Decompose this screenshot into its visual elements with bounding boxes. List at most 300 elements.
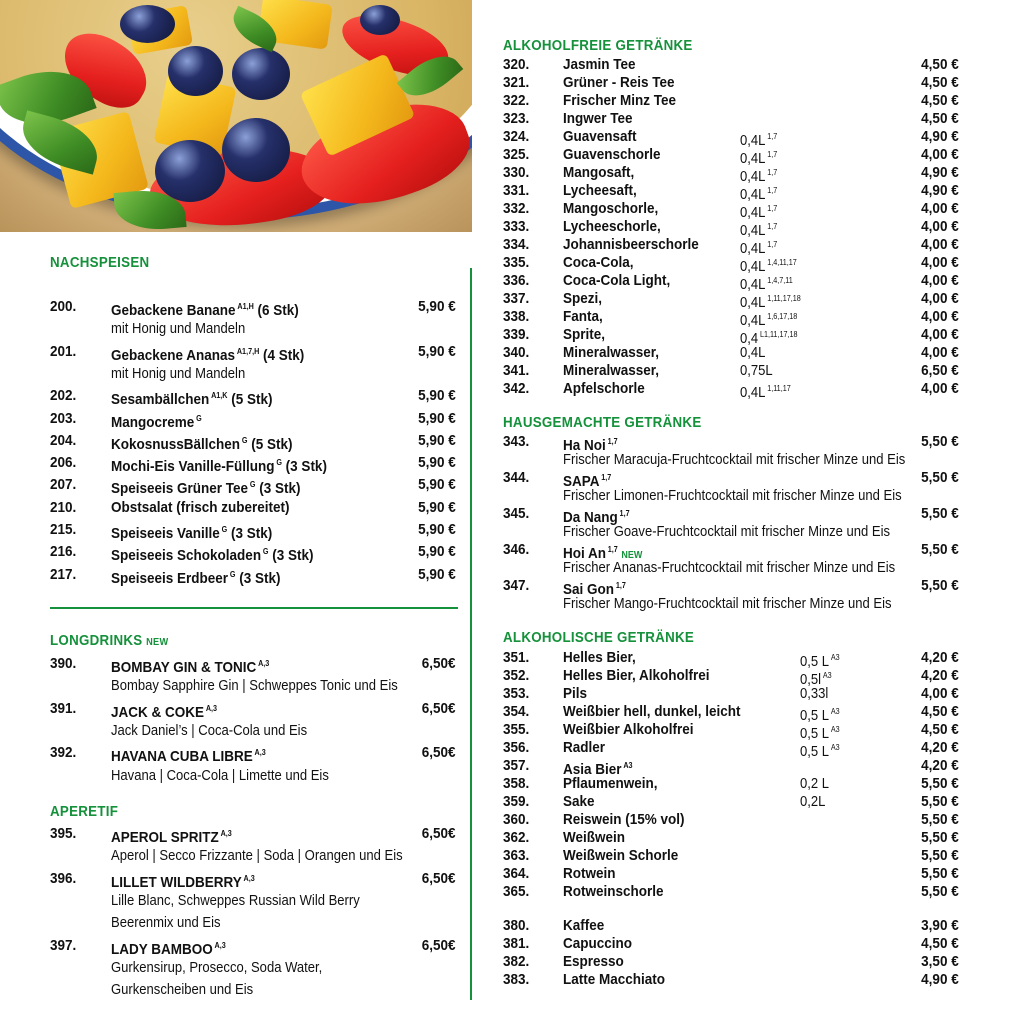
menu-item	[503, 92, 961, 110]
menu-item	[503, 541, 961, 562]
item-number: 337.	[503, 290, 530, 307]
alkoholfrei-title: ALKOHOLFREIE GETRÄNKE	[503, 38, 693, 54]
menu-item	[50, 342, 458, 364]
menu-item	[503, 847, 961, 865]
section-divider	[50, 607, 458, 609]
item-price: 5,50 €	[921, 505, 959, 522]
menu-item	[50, 454, 458, 476]
allergen-codes: 1,6,17,18	[767, 312, 798, 321]
item-description: mit Honig und Mandeln	[111, 321, 246, 338]
column-divider	[470, 268, 472, 1000]
item-price: 6,50€	[422, 699, 456, 717]
item-number: 395.	[50, 825, 77, 842]
item-number: 363.	[503, 847, 530, 864]
longdrinks-title	[50, 633, 168, 649]
allergen-codes: A3	[822, 671, 832, 680]
menu-item	[503, 971, 961, 989]
item-price: 3,50 €	[921, 953, 959, 970]
new-badge: NEW	[146, 637, 169, 648]
menu-item	[50, 409, 458, 431]
item-number: 341.	[503, 362, 530, 379]
fruit-salad-photo	[0, 0, 472, 232]
item-name: KokosnussBällchen $^G$ (5 Stk)	[111, 435, 293, 453]
item-name: Apfelschorle	[563, 380, 645, 397]
menu-item	[50, 499, 458, 517]
menu-item	[503, 308, 961, 329]
allergen-codes: 1,7	[767, 186, 778, 195]
menu-item	[503, 380, 961, 401]
item-price: 4,20 €	[921, 667, 959, 684]
item-number: 396.	[50, 869, 77, 887]
item-name: Spezi,	[563, 290, 603, 307]
item-price: 5,90 €	[418, 476, 456, 494]
menu-item	[503, 110, 961, 128]
menu-item	[503, 218, 961, 239]
menu-item	[503, 721, 961, 742]
item-name: HAVANA CUBA LIBRE $^{A,3}$	[111, 748, 266, 766]
item-number: 397.	[50, 936, 77, 954]
menu-item	[503, 146, 961, 167]
menu-item	[503, 667, 961, 688]
menu-item	[503, 344, 961, 362]
allergen-codes: A3	[830, 653, 840, 662]
menu-item	[503, 164, 961, 185]
item-price: 5,50 €	[921, 793, 959, 810]
item-number: 345.	[503, 505, 530, 522]
item-name: SAPA $^{1,7}$	[563, 473, 612, 490]
item-volume: 0,4L $^{1,6,17,18}$	[740, 312, 798, 329]
item-name: LADY BAMBOO $^{A,3}$	[111, 940, 226, 958]
menu-item	[503, 56, 961, 74]
menu-item	[503, 649, 961, 670]
allergen-codes: A1,7,H	[236, 346, 260, 356]
item-name: Speiseeis Vanille $^G$ (3 Stk)	[111, 525, 273, 542]
item-number: 344.	[503, 469, 530, 486]
item-number: 390.	[50, 655, 77, 672]
allergen-codes: A,3	[220, 829, 232, 838]
blueberry	[222, 118, 290, 182]
item-name: Mochi-Eis Vanille-Füllung $^G$ (3 Stk)	[111, 458, 327, 476]
item-description: mit Honig und Mandeln	[111, 365, 246, 382]
item-name: Pils	[563, 685, 588, 702]
allergen-codes: G	[249, 480, 256, 490]
menu-item	[503, 74, 961, 92]
item-volume: 0,33l	[800, 686, 829, 702]
allergen-codes: G	[241, 435, 248, 445]
item-price: 4,00 €	[921, 290, 959, 307]
item-price: 6,50€	[422, 936, 456, 954]
item-volume: 0,4L $^{1,7}$	[740, 150, 778, 167]
menu-item	[503, 200, 961, 221]
blueberry	[360, 5, 400, 35]
menu-item	[503, 505, 961, 526]
menu-item	[50, 387, 458, 409]
item-name: Frischer Minz Tee	[563, 92, 677, 109]
item-name: Grüner - Reis Tee	[563, 74, 675, 91]
item-description: Frischer Maracuja-Fruchtcocktail mit frischer Minze und Eis	[563, 452, 906, 468]
aperetif-title: APERETIF	[50, 804, 119, 820]
item-price: 4,00 €	[921, 344, 959, 361]
item-name: Rotweinschorle	[563, 883, 664, 900]
item-price: 5,50 €	[921, 865, 959, 882]
item-price: 5,50 €	[921, 829, 959, 846]
menu-item	[503, 703, 961, 724]
item-number: 333.	[503, 218, 530, 235]
item-name: Mangosaft,	[563, 164, 635, 181]
item-price: 5,90 €	[418, 342, 456, 360]
item-price: 5,90 €	[418, 543, 456, 561]
allergen-codes: 1,11,17,18	[767, 294, 801, 303]
item-number: 334.	[503, 236, 530, 253]
item-volume: 0,5l $^{A3}$	[800, 671, 832, 688]
item-price: 5,50 €	[921, 577, 959, 594]
item-name: Hoi An $^{1,7}$NEW	[563, 545, 643, 562]
item-number: 351.	[503, 649, 530, 666]
item-price: 4,00 €	[921, 685, 959, 702]
item-name: Guavensaft	[563, 128, 637, 145]
item-name: Mangocreme $^G$	[111, 413, 202, 431]
item-volume: 0,75L	[740, 363, 773, 379]
menu-item	[503, 883, 961, 901]
item-number: 203.	[50, 409, 77, 427]
item-price: 4,20 €	[921, 649, 959, 666]
item-description: Frischer Mango-Fruchtcocktail mit frischer Minze und Eis	[563, 596, 892, 612]
allergen-codes: A,3	[254, 748, 266, 758]
item-number: 353.	[503, 685, 530, 702]
item-number: 343.	[503, 433, 530, 450]
item-number: 357.	[503, 757, 530, 774]
item-number: 204.	[50, 431, 77, 449]
item-name: Speiseeis Grüner Tee $^G$ (3 Stk)	[111, 480, 301, 498]
item-name: Gebackene Banane $^{A1,H}$ (6 Stk)	[111, 302, 299, 319]
item-volume: 0,4L $^{1,4,7,11}$	[740, 276, 793, 293]
item-name: Mineralwasser,	[563, 362, 660, 379]
item-price: 5,90 €	[418, 521, 456, 538]
item-number: 210.	[50, 498, 77, 516]
item-name: LILLET WILDBERRY $^{A,3}$	[111, 873, 255, 891]
item-number: 365.	[503, 883, 530, 900]
item-name: Weißbier hell, dunkel, leicht	[563, 703, 741, 720]
item-number: 322.	[503, 92, 530, 109]
item-price: 4,50 €	[921, 110, 959, 127]
item-name: Espresso	[563, 953, 624, 970]
item-price: 4,00 €	[921, 146, 959, 163]
menu-item	[50, 543, 458, 565]
allergen-codes: L1,11,17,18	[759, 330, 798, 339]
item-price: 4,90 €	[921, 182, 959, 199]
item-number: 342.	[503, 380, 530, 397]
menu-item	[503, 917, 961, 935]
item-name: Pflaumenwein,	[563, 775, 658, 792]
menu-item	[503, 362, 961, 380]
blueberry	[168, 46, 223, 96]
menu-item	[50, 655, 458, 676]
item-name: Da Nang $^{1,7}$	[563, 509, 630, 526]
item-price: 5,90 €	[418, 454, 456, 472]
item-description: Beerenmix und Eis	[111, 915, 221, 932]
item-volume: 0,4L $^{1,7}$	[740, 222, 778, 239]
item-name: Weißbier Alkoholfrei	[563, 721, 694, 738]
item-name: Kaffee	[563, 917, 605, 934]
allergen-codes: A,3	[214, 940, 226, 950]
item-price: 4,00 €	[921, 380, 959, 397]
menu-item	[503, 290, 961, 311]
menu-item	[50, 825, 458, 846]
item-number: 331.	[503, 182, 530, 199]
item-number: 207.	[50, 476, 77, 494]
item-volume: 0,4L $^{1,11,17,18}$	[740, 294, 801, 311]
item-number: 336.	[503, 272, 530, 289]
menu-item	[503, 433, 961, 454]
item-name: Helles Bier,	[563, 649, 636, 666]
item-volume: 0,5 L $^{A3}$	[800, 653, 840, 670]
menu-item	[50, 476, 458, 498]
item-name: Sai Gon $^{1,7}$	[563, 581, 626, 598]
menu-item	[503, 775, 961, 793]
blueberry	[232, 48, 290, 100]
item-volume: 0,2L	[800, 794, 826, 810]
allergen-codes: 1,7	[767, 168, 778, 177]
item-price: 5,90 €	[418, 565, 456, 583]
item-name: Lycheeschorle,	[563, 218, 661, 235]
item-volume: 0,5 L $^{A3}$	[800, 725, 840, 742]
item-name: Ha Noi $^{1,7}$	[563, 437, 618, 454]
item-number: 381.	[503, 935, 530, 952]
item-price: 5,50 €	[921, 883, 959, 900]
item-price: 4,90 €	[921, 971, 959, 988]
item-price: 4,50 €	[921, 56, 959, 73]
allergen-codes: 1,7	[615, 581, 626, 590]
allergen-codes: G	[196, 413, 202, 423]
item-number: 380.	[503, 917, 530, 934]
menu-item	[503, 254, 961, 275]
item-volume: 0,4 $^{L1,11,17,18}$	[740, 330, 798, 347]
item-name: Ingwer Tee	[563, 110, 633, 127]
item-price: 4,00 €	[921, 218, 959, 235]
menu-item	[50, 521, 458, 542]
item-name: Latte Macchiato	[563, 971, 666, 988]
item-number: 320.	[503, 56, 530, 73]
item-name: Helles Bier, Alkoholfrei	[563, 667, 710, 684]
item-number: 352.	[503, 667, 530, 684]
item-name: Jasmin Tee	[563, 56, 636, 73]
item-price: 5,50 €	[921, 469, 959, 486]
new-badge: NEW	[621, 550, 643, 561]
allergen-codes: A3	[623, 761, 633, 770]
allergen-codes: A3	[830, 707, 840, 716]
item-price: 4,00 €	[921, 236, 959, 253]
menu-item	[50, 869, 458, 891]
menu-item	[503, 953, 961, 971]
item-number: 202.	[50, 387, 77, 405]
menu-item	[50, 936, 458, 958]
item-number: 347.	[503, 577, 530, 594]
item-name: Radler	[563, 739, 606, 756]
item-price: 4,50 €	[921, 92, 959, 109]
item-price: 4,50 €	[921, 721, 959, 738]
item-volume: 0,4L $^{1,7}$	[740, 168, 778, 185]
item-name: Asia Bier $^{A3}$	[563, 761, 633, 778]
item-volume: 0,2 L	[800, 776, 830, 792]
menu-item	[503, 739, 961, 760]
allergen-codes: 1,7	[607, 545, 618, 554]
item-description: Bombay Sapphire Gin | Schweppes Tonic und Eis	[111, 678, 398, 695]
menu-item	[503, 272, 961, 293]
item-description: Frischer Goave-Fruchtcocktail mit frischer Minze und Eis	[563, 524, 891, 540]
allergen-codes: 1,11,17	[767, 384, 791, 393]
allergen-codes: G	[221, 525, 228, 534]
item-description: Havana | Coca-Cola | Limette und Eis	[111, 767, 329, 784]
menu-item	[50, 744, 458, 766]
item-number: 215.	[50, 521, 77, 538]
allergen-codes: G	[229, 569, 236, 579]
item-price: 4,50 €	[921, 935, 959, 952]
item-name: Sprite,	[563, 326, 606, 343]
menu-item	[503, 685, 961, 703]
item-number: 332.	[503, 200, 530, 217]
item-price: 4,90 €	[921, 164, 959, 181]
nachspeisen-title: NACHSPEISEN	[50, 255, 150, 271]
item-number: 200.	[50, 298, 77, 315]
item-number: 383.	[503, 971, 530, 988]
menu-item	[503, 811, 961, 829]
item-name: Capuccino	[563, 935, 633, 952]
item-name: Rotwein	[563, 865, 616, 882]
item-price: 5,50 €	[921, 811, 959, 828]
allergen-codes: 1,7	[767, 150, 778, 159]
item-name: Weißwein	[563, 829, 626, 846]
allergen-codes: G	[276, 458, 282, 468]
item-number: 206.	[50, 454, 77, 472]
item-name: Speiseeis Schokoladen $^G$ (3 Stk)	[111, 547, 314, 565]
hausgemacht-title: HAUSGEMACHTE GETRÄNKE	[503, 415, 702, 431]
item-volume: 0,5 L $^{A3}$	[800, 743, 840, 760]
item-name: Coca-Cola Light,	[563, 272, 671, 289]
item-name: Reiswein (15% vol)	[563, 811, 685, 828]
alkoholisch-title: ALKOHOLISCHE GETRÄNKE	[503, 630, 695, 646]
item-volume: 0,4L $^{1,7}$	[740, 132, 778, 149]
item-name: BOMBAY GIN & TONIC $^{A,3}$	[111, 659, 270, 676]
blueberry	[120, 5, 175, 43]
allergen-codes: 1,7	[767, 132, 778, 141]
item-price: 4,50 €	[921, 703, 959, 720]
item-price: 4,20 €	[921, 739, 959, 756]
item-number: 356.	[503, 739, 530, 756]
item-name: Lycheesaft,	[563, 182, 637, 199]
item-price: 3,90 €	[921, 917, 959, 934]
item-price: 5,90 €	[418, 498, 456, 516]
allergen-codes: 1,7	[619, 509, 630, 518]
item-name: Weißwein Schorle	[563, 847, 679, 864]
item-number: 360.	[503, 811, 530, 828]
menu-item	[50, 298, 458, 319]
item-price: 4,90 €	[921, 128, 959, 145]
menu-item	[503, 236, 961, 257]
menu-item	[503, 469, 961, 490]
item-price: 6,50€	[422, 744, 456, 762]
item-name: Sesambällchen $^{A1,K}$ (5 Stk)	[111, 391, 273, 409]
item-volume: 0,4L $^{1,7}$	[740, 186, 778, 203]
longdrinks-title-text: LONGDRINKS	[50, 633, 143, 649]
item-number: 358.	[503, 775, 530, 792]
item-volume: 0,4L $^{1,7}$	[740, 204, 778, 221]
item-price: 4,00 €	[921, 254, 959, 271]
item-name: Mangoschorle,	[563, 200, 659, 217]
item-price: 5,90 €	[418, 298, 456, 315]
item-number: 391.	[50, 699, 77, 717]
item-price: 6,50 €	[921, 362, 959, 379]
item-name: Speiseeis Erdbeer $^G$ (3 Stk)	[111, 569, 281, 587]
item-name: Gebackene Ananas $^{A1,7,H}$ (4 Stk)	[111, 346, 305, 364]
item-number: 216.	[50, 543, 77, 561]
item-description: Jack Daniel’s | Coca-Cola und Eis	[111, 722, 308, 739]
menu-item	[50, 699, 458, 721]
item-volume: 0,4L $^{1,7}$	[740, 240, 778, 257]
menu-item	[503, 326, 961, 347]
item-description: Gurkensirup, Prosecco, Soda Water,	[111, 959, 323, 976]
item-number: 392.	[50, 744, 77, 762]
menu-item	[50, 565, 458, 587]
item-number: 324.	[503, 128, 530, 145]
item-number: 382.	[503, 953, 530, 970]
allergen-codes: A,3	[258, 659, 270, 668]
allergen-codes: A3	[830, 725, 840, 734]
item-number: 339.	[503, 326, 530, 343]
item-number: 330.	[503, 164, 530, 181]
item-name: Coca-Cola,	[563, 254, 634, 271]
allergen-codes: G	[262, 547, 269, 557]
menu-item	[50, 431, 458, 453]
allergen-codes: A,3	[205, 703, 218, 713]
item-description: Gurkenscheiben und Eis	[111, 982, 254, 999]
item-volume: 0,5 L $^{A3}$	[800, 707, 840, 724]
item-number: 340.	[503, 344, 530, 361]
allergen-codes: A,3	[243, 873, 255, 883]
item-number: 364.	[503, 865, 530, 882]
item-volume: 0,4L $^{1,11,17}$	[740, 384, 791, 401]
item-price: 5,50 €	[921, 847, 959, 864]
menu-item	[503, 757, 961, 778]
item-name: Obstsalat (frisch zubereitet)	[111, 498, 290, 516]
item-number: 362.	[503, 829, 530, 846]
allergen-codes: A1,H	[237, 302, 254, 311]
item-volume: 0,4L	[740, 345, 766, 361]
allergen-codes: A1,K	[211, 391, 228, 401]
item-name: Fanta,	[563, 308, 603, 325]
item-volume: 0,4L $^{1,4,11,17}$	[740, 258, 797, 275]
item-number: 355.	[503, 721, 530, 738]
item-number: 201.	[50, 342, 77, 360]
item-price: 5,90 €	[418, 409, 456, 427]
item-description: Frischer Ananas-Fruchtcocktail mit frischer Minze und Eis	[563, 560, 896, 576]
item-number: 323.	[503, 110, 530, 127]
allergen-codes: 1,7	[767, 222, 778, 231]
item-number: 335.	[503, 254, 530, 271]
item-name: Guavenschorle	[563, 146, 661, 163]
item-price: 4,50 €	[921, 74, 959, 91]
item-name: Sake	[563, 793, 595, 810]
allergen-codes: 1,7	[767, 240, 778, 249]
item-price: 4,00 €	[921, 272, 959, 289]
item-price: 4,00 €	[921, 200, 959, 217]
item-name: APEROL SPRITZ $^{A,3}$	[111, 829, 232, 846]
item-description: Lille Blanc, Schweppes Russian Wild Berry	[111, 892, 360, 909]
menu-item	[503, 935, 961, 953]
item-number: 354.	[503, 703, 530, 720]
item-number: 338.	[503, 308, 530, 325]
item-number: 217.	[50, 565, 77, 583]
menu-item	[503, 829, 961, 847]
